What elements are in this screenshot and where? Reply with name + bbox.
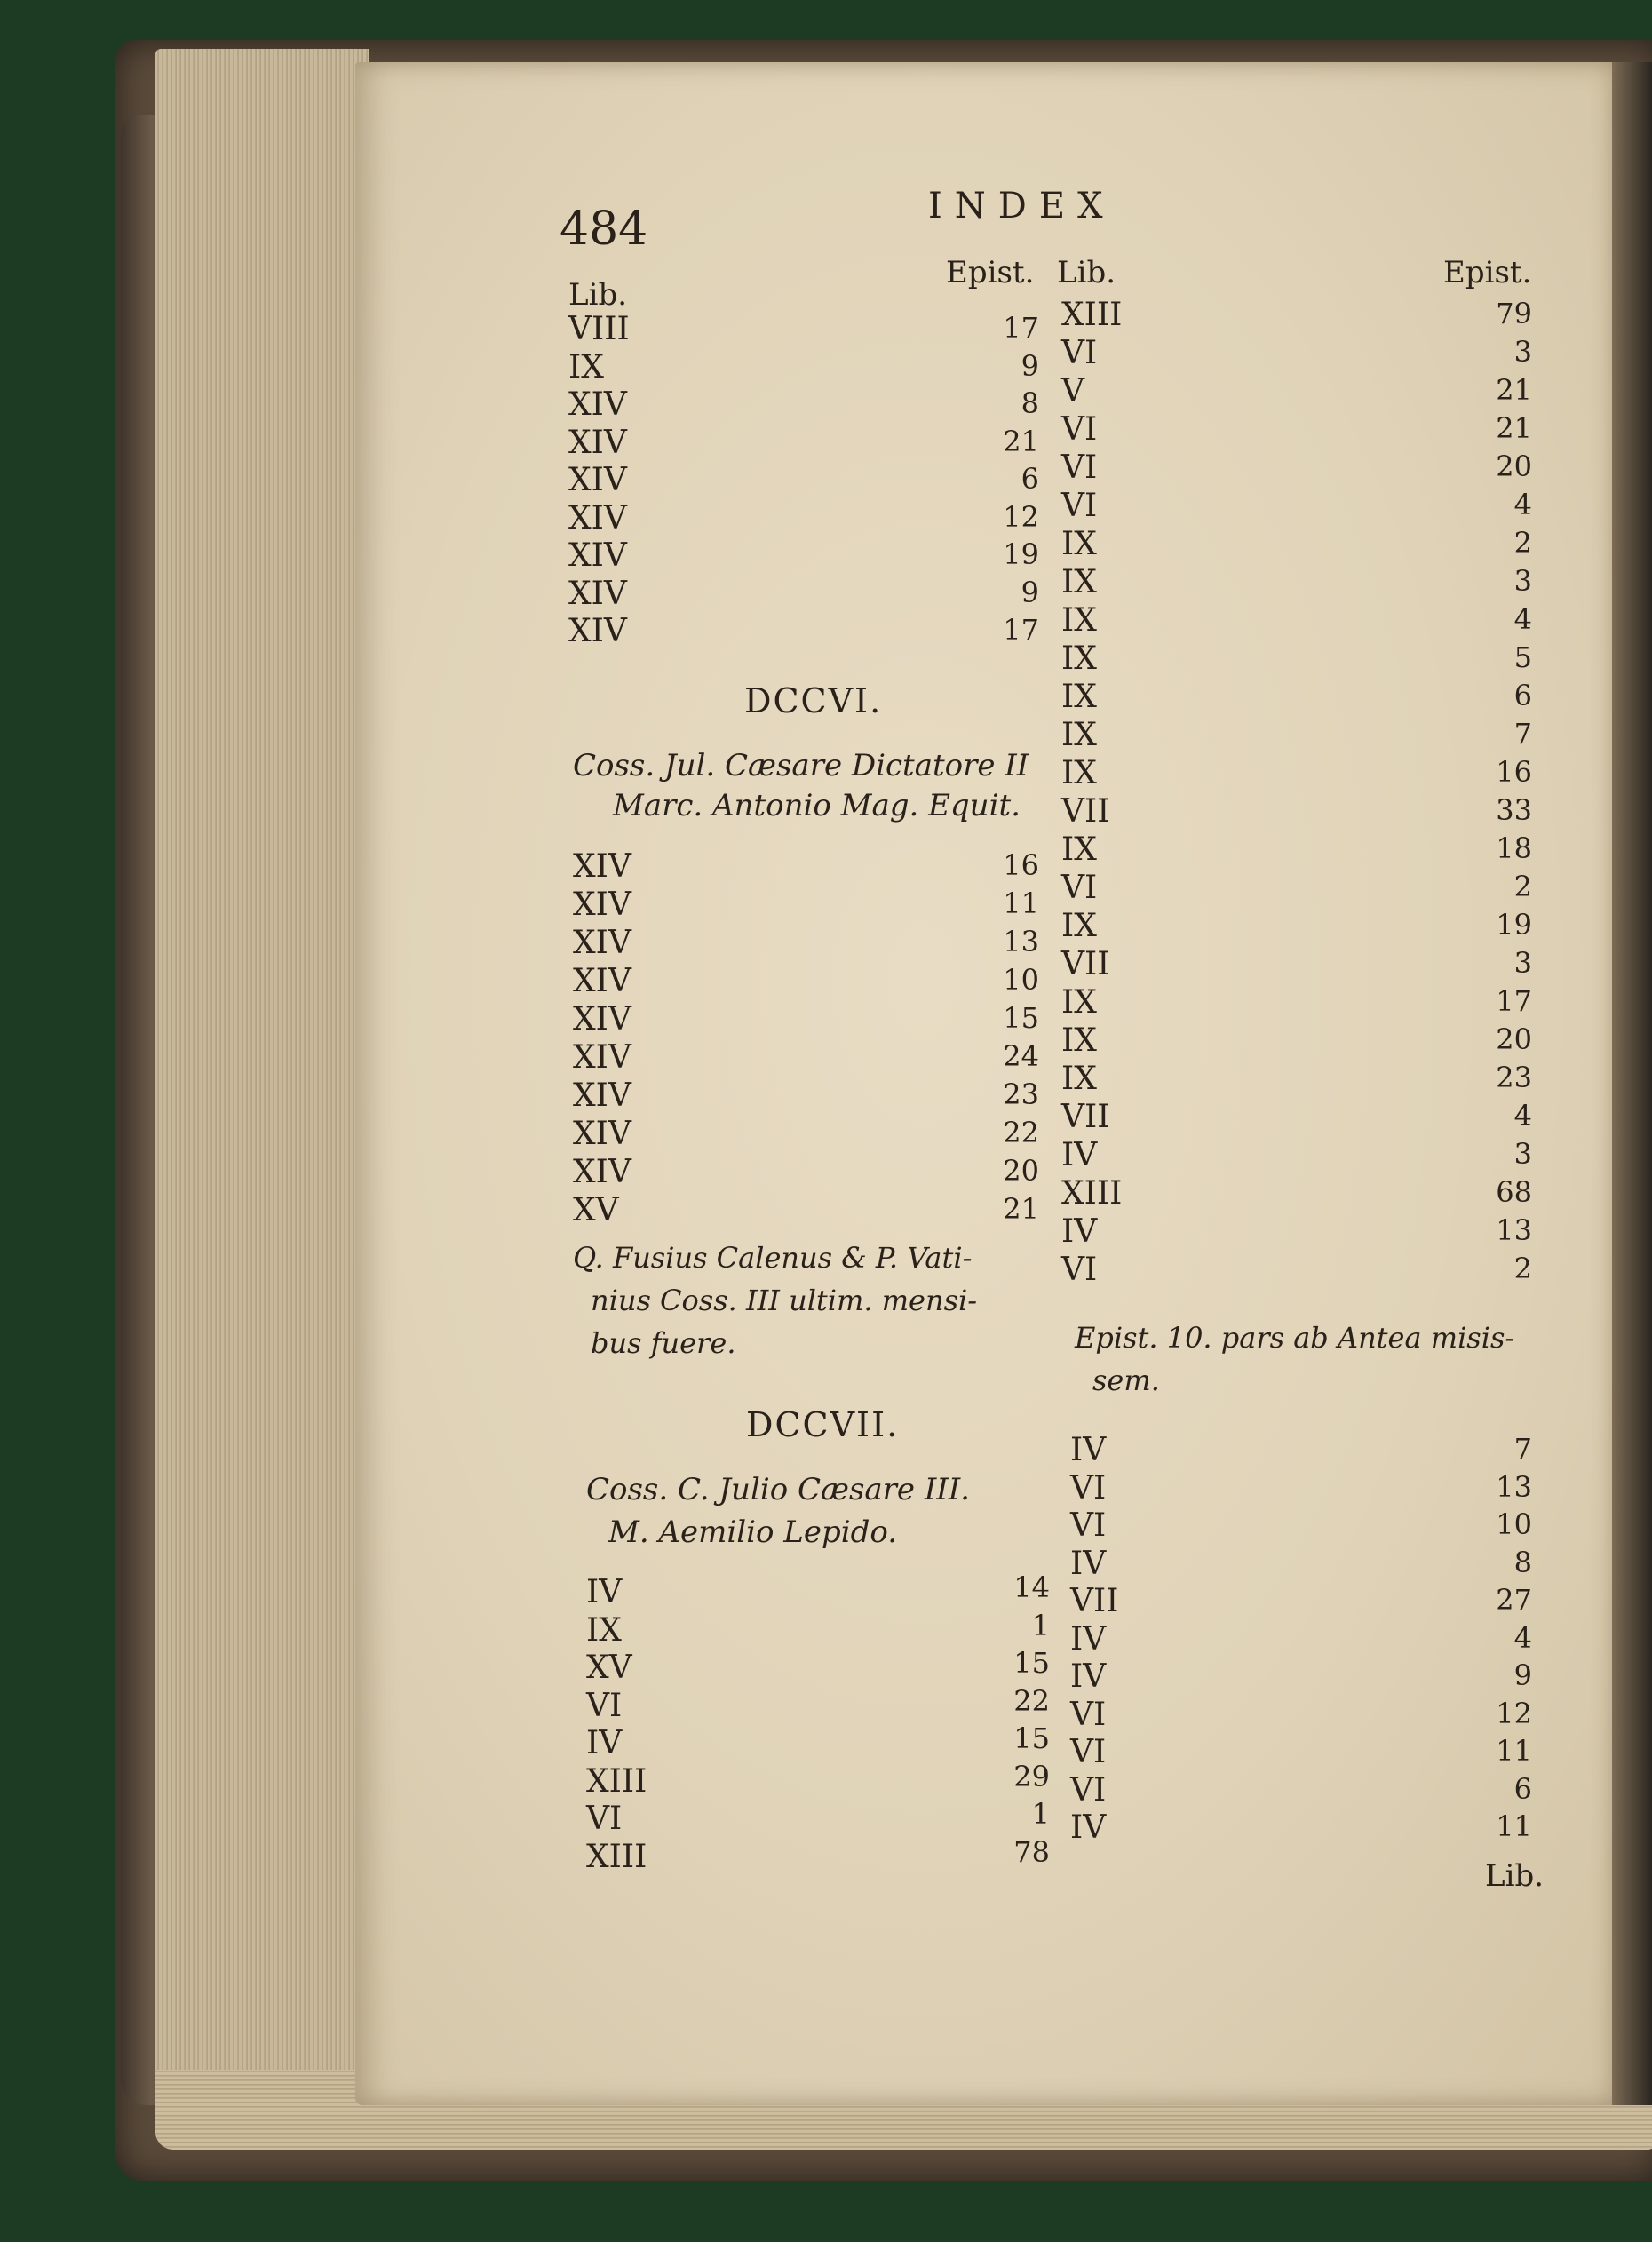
right-row-epist: 33 (1496, 793, 1532, 827)
left-row-epist: 15 (1003, 1001, 1039, 1035)
right-row-epist: 2 (1513, 870, 1532, 903)
right-row-epist: 3 (1513, 564, 1532, 598)
left-row-lib: XIV (568, 386, 627, 423)
left-row-lib: XIV (573, 1039, 631, 1076)
left-row-epist: 21 (1003, 424, 1039, 458)
left-row-lib: XIV (568, 613, 627, 649)
right-row-lib: IV (1070, 1432, 1107, 1468)
right-row-lib: VI (1061, 870, 1098, 906)
left-row-lib: XIV (573, 925, 631, 961)
right-row-epist: 3 (1513, 946, 1532, 980)
right-row-epist: 4 (1513, 1620, 1532, 1655)
right-row-lib: VI (1061, 488, 1098, 524)
left-header-epist: Epist. (946, 255, 1035, 290)
left-row-lib: IV (586, 1574, 623, 1610)
right-header-lib: Lib. (1057, 255, 1116, 290)
left-note-line: nius Coss. III ultim. mensi- (591, 1284, 978, 1317)
left-year-heading: DCCVI. (744, 681, 883, 720)
left-row-epist: 23 (1003, 1077, 1039, 1111)
left-row-epist: 21 (1003, 1192, 1039, 1226)
right-note-line: Epist. 10. pars ab Antea misis- (1075, 1321, 1515, 1355)
right-row-epist: 6 (1513, 679, 1532, 712)
right-row-lib: VI (1070, 1469, 1107, 1507)
left-row-lib: VI (586, 1687, 623, 1724)
right-row-lib: IV (1070, 1658, 1107, 1695)
right-row-epist: 6 (1513, 1771, 1532, 1806)
right-row-lib: VI (1070, 1507, 1107, 1544)
page-edges-side (155, 49, 369, 2145)
right-row-epist: 79 (1496, 297, 1532, 330)
right-row-lib: IX (1061, 1022, 1097, 1059)
left-row-epist: 22 (1003, 1116, 1039, 1149)
right-row-epist: 8 (1513, 1545, 1532, 1579)
right-row-epist: 2 (1513, 1252, 1532, 1285)
left-row-lib: XIV (568, 462, 627, 498)
right-header-epist: Epist. (1443, 255, 1532, 290)
left-row-epist: 19 (1003, 537, 1039, 571)
right-row-lib: VI (1061, 449, 1098, 486)
left-row-lib: XIV (573, 1077, 631, 1114)
right-row-lib: IX (1061, 564, 1097, 600)
right-row-lib: IX (1061, 984, 1097, 1021)
right-row-lib: IV (1061, 1213, 1098, 1250)
left-row-lib: XV (573, 1192, 619, 1228)
left-row-lib: IX (568, 348, 604, 386)
left-row-lib: VI (586, 1801, 623, 1837)
left-row-lib: XIV (568, 537, 627, 574)
left-row-epist: 16 (1003, 848, 1039, 882)
right-row-epist: 9 (1513, 1658, 1532, 1692)
page-number: 484 (560, 203, 648, 256)
right-row-lib: IV (1070, 1545, 1107, 1582)
right-row-epist: 3 (1513, 1137, 1532, 1171)
running-head: INDEX (928, 186, 1116, 227)
left-row-epist: 17 (1003, 311, 1039, 345)
right-row-epist: 4 (1513, 488, 1532, 521)
right-row-lib: VII (1070, 1583, 1119, 1619)
right-row-lib: XIII (1061, 1175, 1123, 1212)
right-row-lib: IX (1061, 526, 1097, 562)
left-row-epist: 12 (1003, 499, 1039, 534)
left-row-epist: 14 (1013, 1570, 1050, 1604)
right-row-epist: 21 (1496, 411, 1532, 445)
left-note-line: Q. Fusius Calenus & P. Vati- (573, 1241, 973, 1275)
right-row-lib: IV (1061, 1137, 1098, 1173)
right-row-epist: 20 (1496, 449, 1532, 483)
left-row-epist: 78 (1013, 1834, 1050, 1869)
left-row-lib: XIV (573, 886, 631, 923)
right-row-lib: IV (1070, 1809, 1107, 1846)
left-row-lib: XIV (573, 1116, 631, 1152)
right-row-epist: 16 (1496, 755, 1532, 789)
left-row-epist: 1 (1031, 1797, 1050, 1831)
right-note-line: sem. (1092, 1363, 1160, 1397)
left-row-lib: XIV (568, 575, 627, 612)
left-row-lib: XIV (568, 424, 627, 461)
right-row-lib: IX (1061, 831, 1097, 868)
left-row-epist: 1 (1031, 1608, 1050, 1642)
right-row-epist: 12 (1496, 1696, 1532, 1730)
right-row-epist: 18 (1496, 831, 1532, 865)
left-row-epist: 29 (1013, 1759, 1050, 1793)
right-row-lib: IX (1061, 602, 1097, 639)
left-row-lib: XIV (573, 1154, 631, 1190)
right-row-epist: 11 (1496, 1809, 1532, 1843)
left-consuls-line: Coss. C. Julio Cæsare III. (586, 1472, 970, 1507)
left-row-epist: 17 (1003, 613, 1039, 647)
left-row-lib: VIII (568, 311, 630, 347)
left-row-lib: XV (586, 1650, 632, 1686)
right-row-epist: 13 (1496, 1213, 1532, 1247)
right-row-epist: 11 (1496, 1734, 1532, 1768)
left-row-epist: 24 (1003, 1039, 1039, 1073)
left-year-heading: DCCVII. (746, 1405, 900, 1444)
right-row-epist: 4 (1513, 1099, 1532, 1133)
left-row-lib: XIII (586, 1762, 647, 1800)
right-row-epist: 19 (1496, 908, 1532, 942)
right-row-epist: 4 (1513, 602, 1532, 636)
left-row-epist: 10 (1003, 963, 1039, 997)
right-row-lib: V (1061, 373, 1084, 409)
page-gutter (1612, 62, 1652, 2105)
left-row-epist: 22 (1013, 1683, 1050, 1718)
right-row-lib: VI (1061, 1252, 1098, 1288)
left-note-line: bus fuere. (591, 1326, 736, 1360)
left-row-epist: 13 (1003, 925, 1039, 958)
right-row-lib: VII (1061, 1099, 1110, 1135)
left-row-lib: IX (586, 1611, 622, 1649)
right-row-epist: 68 (1496, 1175, 1532, 1209)
right-row-lib: IX (1061, 679, 1097, 715)
right-row-lib: VI (1061, 411, 1098, 448)
right-row-epist: 21 (1496, 373, 1532, 407)
left-row-epist: 11 (1003, 886, 1039, 920)
left-row-epist: 8 (1021, 386, 1039, 420)
left-row-epist: 15 (1013, 1721, 1050, 1755)
right-row-lib: IX (1061, 640, 1097, 677)
left-row-lib: XIV (573, 848, 631, 885)
right-row-lib: VI (1070, 1771, 1107, 1809)
right-row-epist: 2 (1513, 526, 1532, 560)
left-row-lib: IV (586, 1725, 623, 1761)
left-row-epist: 9 (1021, 575, 1039, 609)
right-row-epist: 17 (1496, 984, 1532, 1018)
left-row-lib: XIV (573, 1001, 631, 1038)
right-row-lib: VI (1061, 335, 1098, 371)
right-row-epist: 10 (1496, 1507, 1532, 1541)
right-row-epist: 7 (1513, 717, 1532, 751)
left-row-lib: XIII (586, 1838, 647, 1875)
left-row-epist: 20 (1003, 1154, 1039, 1188)
right-row-lib: IX (1061, 908, 1097, 944)
right-row-epist: 23 (1496, 1061, 1532, 1094)
catchword: Lib. (1485, 1858, 1545, 1894)
left-row-epist: 6 (1021, 462, 1039, 496)
right-row-epist: 7 (1513, 1432, 1532, 1466)
left-row-lib: XIV (568, 499, 627, 537)
right-row-lib: VI (1070, 1734, 1107, 1770)
right-row-lib: IV (1070, 1620, 1107, 1658)
right-row-epist: 27 (1496, 1583, 1532, 1617)
right-row-lib: IX (1061, 755, 1097, 791)
left-consuls-line: Coss. Jul. Cæsare Dictatore II (573, 748, 1029, 783)
left-row-lib: XIV (573, 963, 631, 999)
right-row-lib: VI (1070, 1696, 1107, 1733)
right-row-epist: 20 (1496, 1022, 1532, 1056)
left-row-epist: 15 (1013, 1646, 1050, 1680)
right-row-lib: IX (1061, 1061, 1097, 1097)
left-consuls-line: M. Aemilio Lepido. (608, 1515, 898, 1550)
left-consuls-line: Marc. Antonio Mag. Equit. (613, 788, 1021, 823)
right-row-lib: VII (1061, 793, 1110, 830)
right-row-lib: IX (1061, 717, 1097, 753)
right-row-epist: 5 (1513, 640, 1532, 674)
right-row-lib: XIII (1061, 297, 1123, 333)
right-row-lib: VII (1061, 946, 1110, 982)
right-row-epist: 13 (1496, 1469, 1532, 1504)
left-header-lib: Lib. (568, 277, 628, 313)
right-row-epist: 3 (1513, 335, 1532, 369)
left-row-epist: 9 (1021, 348, 1039, 383)
